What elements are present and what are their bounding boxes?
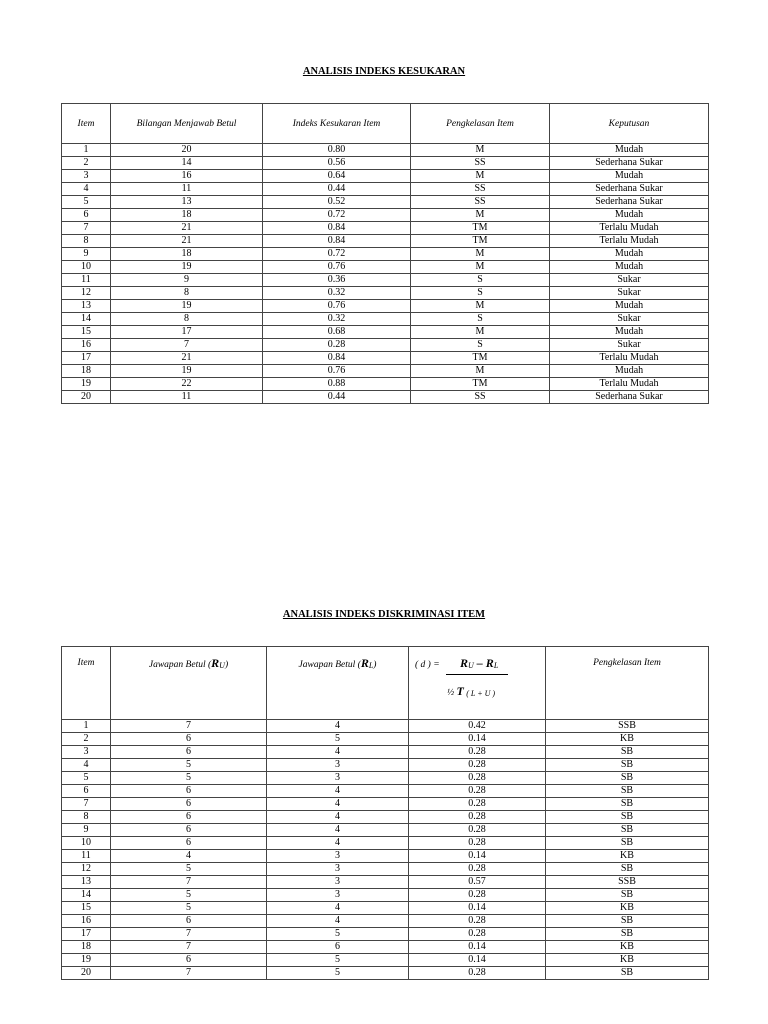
classification-cell: SB	[546, 759, 709, 772]
correct-lower-cell: 3	[267, 850, 409, 863]
classification-cell: KB	[546, 850, 709, 863]
table-row	[62, 248, 709, 261]
formula-r2: R	[485, 656, 494, 670]
formula-numerator-line	[415, 657, 545, 675]
table-row	[62, 785, 709, 798]
correct-lower-cell: 4	[267, 785, 409, 798]
decision-cell: Mudah	[550, 209, 709, 222]
table1-header-difficulty-index: Indeks Kesukaran Item	[263, 104, 411, 144]
classification-cell: SB	[546, 824, 709, 837]
discrimination-index-cell: 0.28	[409, 798, 546, 811]
ru-sub: U	[219, 661, 225, 670]
classification-cell: S	[411, 287, 550, 300]
table-row	[62, 837, 709, 850]
decision-cell: Mudah	[550, 144, 709, 157]
table2-body	[62, 720, 709, 980]
table-row	[62, 915, 709, 928]
item-number-cell: 12	[62, 863, 111, 876]
classification-cell: SB	[546, 746, 709, 759]
classification-cell: M	[411, 326, 550, 339]
correct-upper-cell: 5	[111, 889, 267, 902]
table-row	[62, 196, 709, 209]
item-number-cell: 16	[62, 915, 111, 928]
item-number-cell: 16	[62, 339, 111, 352]
decision-cell: Mudah	[550, 326, 709, 339]
correct-count-cell: 18	[111, 209, 263, 222]
classification-cell: TM	[411, 352, 550, 365]
correct-lower-cell: 5	[267, 733, 409, 746]
classification-cell: M	[411, 261, 550, 274]
classification-cell: TM	[411, 222, 550, 235]
table1-header-row	[62, 104, 709, 144]
correct-upper-cell: 5	[111, 759, 267, 772]
correct-upper-cell: 5	[111, 902, 267, 915]
difficulty-index-cell: 0.72	[263, 209, 411, 222]
decision-cell: Mudah	[550, 261, 709, 274]
discrimination-index-cell: 0.28	[409, 889, 546, 902]
classification-cell: M	[411, 144, 550, 157]
difficulty-index-cell: 0.64	[263, 170, 411, 183]
correct-count-cell: 20	[111, 144, 263, 157]
classification-cell: M	[411, 209, 550, 222]
classification-cell: SS	[411, 183, 550, 196]
classification-cell: SB	[546, 863, 709, 876]
discrimination-index-cell: 0.57	[409, 876, 546, 889]
correct-lower-cell: 4	[267, 811, 409, 824]
classification-cell: M	[411, 248, 550, 261]
formula-paren: ( L + U )	[466, 689, 496, 698]
difficulty-index-cell: 0.36	[263, 274, 411, 287]
classification-cell: M	[411, 170, 550, 183]
item-number-cell: 2	[62, 733, 111, 746]
correct-upper-cell: 6	[111, 785, 267, 798]
correct-lower-cell: 3	[267, 889, 409, 902]
discrimination-index-cell: 0.28	[409, 967, 546, 980]
difficulty-index-table	[61, 103, 709, 404]
classification-cell: SS	[411, 196, 550, 209]
correct-count-cell: 21	[111, 222, 263, 235]
difficulty-index-cell: 0.28	[263, 339, 411, 352]
formula-t: T	[456, 684, 464, 698]
item-number-cell: 9	[62, 824, 111, 837]
correct-lower-cell: 5	[267, 928, 409, 941]
item-number-cell: 19	[62, 954, 111, 967]
item-number-cell: 17	[62, 352, 111, 365]
formula-minus: –	[473, 656, 486, 670]
table2-header-correct-upper	[111, 647, 267, 720]
table-row	[62, 759, 709, 772]
item-number-cell: 20	[62, 391, 111, 404]
item-number-cell: 10	[62, 261, 111, 274]
correct-count-cell: 21	[111, 352, 263, 365]
correct-count-cell: 8	[111, 287, 263, 300]
discrimination-index-cell: 0.28	[409, 863, 546, 876]
difficulty-index-cell: 0.32	[263, 313, 411, 326]
correct-count-cell: 13	[111, 196, 263, 209]
classification-cell: KB	[546, 941, 709, 954]
classification-cell: SS	[411, 391, 550, 404]
correct-upper-cell: 7	[111, 928, 267, 941]
discrimination-index-cell: 0.28	[409, 824, 546, 837]
item-number-cell: 5	[62, 196, 111, 209]
classification-cell: KB	[546, 733, 709, 746]
correct-count-cell: 21	[111, 235, 263, 248]
table1-title: ANALISIS INDEKS KESUKARAN	[302, 66, 466, 77]
correct-upper-cell: 6	[111, 824, 267, 837]
correct-count-cell: 19	[111, 261, 263, 274]
discrimination-index-cell: 0.14	[409, 850, 546, 863]
decision-cell: Mudah	[550, 365, 709, 378]
formula-s1: U	[468, 661, 474, 670]
discrimination-index-cell: 0.28	[409, 915, 546, 928]
discrimination-index-cell: 0.28	[409, 772, 546, 785]
table-row	[62, 339, 709, 352]
table-row	[62, 274, 709, 287]
item-number-cell: 17	[62, 928, 111, 941]
difficulty-index-cell: 0.68	[263, 326, 411, 339]
decision-cell: Sukar	[550, 313, 709, 326]
correct-upper-cell: 4	[111, 850, 267, 863]
table-row	[62, 352, 709, 365]
item-number-cell: 7	[62, 798, 111, 811]
difficulty-index-cell: 0.84	[263, 235, 411, 248]
table1-header-decision: Keputusan	[550, 104, 709, 144]
correct-upper-cell: 6	[111, 837, 267, 850]
difficulty-index-cell: 0.52	[263, 196, 411, 209]
discrimination-index-cell: 0.28	[409, 837, 546, 850]
table2-title: ANALISIS INDEKS DISKRIMINASI ITEM	[282, 609, 486, 620]
item-number-cell: 11	[62, 850, 111, 863]
item-number-cell: 18	[62, 941, 111, 954]
discrimination-index-cell: 0.14	[409, 941, 546, 954]
correct-lower-cell: 4	[267, 798, 409, 811]
classification-cell: TM	[411, 378, 550, 391]
correct-count-cell: 9	[111, 274, 263, 287]
item-number-cell: 19	[62, 378, 111, 391]
difficulty-index-cell: 0.72	[263, 248, 411, 261]
rl-var: R	[360, 656, 369, 670]
classification-cell: S	[411, 339, 550, 352]
difficulty-index-cell: 0.84	[263, 352, 411, 365]
decision-cell: Sederhana Sukar	[550, 183, 709, 196]
table-row	[62, 811, 709, 824]
difficulty-index-cell: 0.76	[263, 365, 411, 378]
table2-header-row	[62, 647, 709, 720]
decision-cell: Sukar	[550, 274, 709, 287]
correct-upper-cell: 5	[111, 772, 267, 785]
item-number-cell: 3	[62, 170, 111, 183]
correct-count-cell: 16	[111, 170, 263, 183]
item-number-cell: 18	[62, 365, 111, 378]
table1-header-correct-count: Bilangan Menjawab Betul	[111, 104, 263, 144]
difficulty-index-cell: 0.44	[263, 391, 411, 404]
correct-upper-cell: 7	[111, 876, 267, 889]
discrimination-index-cell: 0.14	[409, 902, 546, 915]
table2-header-formula	[409, 647, 546, 720]
discrimination-index-cell: 0.14	[409, 954, 546, 967]
classification-cell: SB	[546, 811, 709, 824]
correct-count-cell: 19	[111, 300, 263, 313]
item-number-cell: 14	[62, 889, 111, 902]
correct-count-cell: 18	[111, 248, 263, 261]
formula-r1: R	[460, 656, 469, 670]
correct-lower-cell: 3	[267, 863, 409, 876]
discrimination-index-cell: 0.28	[409, 811, 546, 824]
table-row	[62, 235, 709, 248]
discrimination-index-cell: 0.28	[409, 746, 546, 759]
correct-lower-cell: 3	[267, 759, 409, 772]
correct-lower-cell: 4	[267, 746, 409, 759]
correct-lower-cell: 5	[267, 967, 409, 980]
decision-cell: Terlalu Mudah	[550, 378, 709, 391]
decision-cell: Mudah	[550, 248, 709, 261]
classification-cell: SB	[546, 967, 709, 980]
ru-var: R	[211, 656, 220, 670]
item-number-cell: 4	[62, 759, 111, 772]
decision-cell: Sederhana Sukar	[550, 157, 709, 170]
item-number-cell: 1	[62, 144, 111, 157]
item-number-cell: 13	[62, 876, 111, 889]
classification-cell: SS	[411, 157, 550, 170]
difficulty-index-cell: 0.88	[263, 378, 411, 391]
table2-header-item: Item	[62, 647, 111, 720]
table2-header-classification: Pengkelasan Item	[546, 647, 709, 720]
correct-lower-cell: 3	[267, 772, 409, 785]
decision-cell: Mudah	[550, 170, 709, 183]
table-row	[62, 287, 709, 300]
correct-upper-cell: 6	[111, 954, 267, 967]
classification-cell: SB	[546, 915, 709, 928]
table-row	[62, 863, 709, 876]
difficulty-index-cell: 0.84	[263, 222, 411, 235]
table-row	[62, 967, 709, 980]
correct-count-cell: 7	[111, 339, 263, 352]
difficulty-index-cell: 0.76	[263, 300, 411, 313]
difficulty-index-cell: 0.80	[263, 144, 411, 157]
correct-upper-cell: 6	[111, 798, 267, 811]
correct-lower-cell: 3	[267, 876, 409, 889]
table-row	[62, 170, 709, 183]
discrimination-index-cell: 0.28	[409, 928, 546, 941]
table-row	[62, 300, 709, 313]
correct-upper-cell: 7	[111, 720, 267, 733]
correct-upper-cell: 6	[111, 915, 267, 928]
formula-lhs: ( d ) =	[415, 660, 440, 670]
correct-count-cell: 17	[111, 326, 263, 339]
table-row	[62, 326, 709, 339]
correct-count-cell: 14	[111, 157, 263, 170]
item-number-cell: 9	[62, 248, 111, 261]
classification-cell: SB	[546, 837, 709, 850]
decision-cell: Terlalu Mudah	[550, 352, 709, 365]
ru-prefix: Jawapan Betul (	[148, 660, 212, 670]
item-number-cell: 6	[62, 785, 111, 798]
correct-count-cell: 8	[111, 313, 263, 326]
difficulty-index-cell: 0.44	[263, 183, 411, 196]
correct-count-cell: 19	[111, 365, 263, 378]
classification-cell: KB	[546, 954, 709, 967]
table-row	[62, 157, 709, 170]
table2-header-correct-lower	[267, 647, 409, 720]
item-number-cell: 10	[62, 837, 111, 850]
item-number-cell: 15	[62, 326, 111, 339]
correct-upper-cell: 7	[111, 941, 267, 954]
correct-lower-cell: 4	[267, 915, 409, 928]
classification-cell: M	[411, 365, 550, 378]
discrimination-index-table	[61, 646, 709, 980]
rl-suffix: )	[373, 660, 377, 670]
classification-cell: KB	[546, 902, 709, 915]
table-row	[62, 183, 709, 196]
table-row	[62, 850, 709, 863]
difficulty-index-cell: 0.76	[263, 261, 411, 274]
difficulty-index-cell: 0.56	[263, 157, 411, 170]
classification-cell: S	[411, 313, 550, 326]
item-number-cell: 7	[62, 222, 111, 235]
table-row	[62, 733, 709, 746]
classification-cell: SB	[546, 889, 709, 902]
formula-half: ½	[447, 688, 455, 698]
item-number-cell: 8	[62, 811, 111, 824]
table-row	[62, 954, 709, 967]
decision-cell: Sukar	[550, 339, 709, 352]
correct-upper-cell: 6	[111, 733, 267, 746]
item-number-cell: 8	[62, 235, 111, 248]
decision-cell: Sukar	[550, 287, 709, 300]
item-number-cell: 12	[62, 287, 111, 300]
table-row	[62, 222, 709, 235]
item-number-cell: 1	[62, 720, 111, 733]
ru-suffix: )	[224, 660, 229, 670]
item-number-cell: 20	[62, 967, 111, 980]
table-row	[62, 378, 709, 391]
table-row	[62, 391, 709, 404]
table-row	[62, 941, 709, 954]
item-number-cell: 3	[62, 746, 111, 759]
classification-cell: M	[411, 300, 550, 313]
rl-sub: L	[368, 661, 374, 670]
classification-cell: SSB	[546, 876, 709, 889]
formula-denominator	[415, 685, 545, 700]
correct-lower-cell: 4	[267, 824, 409, 837]
classification-cell: SB	[546, 772, 709, 785]
classification-cell: S	[411, 274, 550, 287]
table-row	[62, 261, 709, 274]
correct-upper-cell: 6	[111, 746, 267, 759]
correct-lower-cell: 4	[267, 720, 409, 733]
table1-header-classification: Pengkelasan Item	[411, 104, 550, 144]
discrimination-index-cell: 0.14	[409, 733, 546, 746]
correct-lower-cell: 4	[267, 902, 409, 915]
correct-count-cell: 22	[111, 378, 263, 391]
decision-cell: Mudah	[550, 300, 709, 313]
table-row	[62, 313, 709, 326]
table-row	[62, 798, 709, 811]
discrimination-index-cell: 0.28	[409, 759, 546, 772]
correct-count-cell: 11	[111, 391, 263, 404]
correct-lower-cell: 4	[267, 837, 409, 850]
item-number-cell: 13	[62, 300, 111, 313]
table1-header-item: Item	[62, 104, 111, 144]
correct-count-cell: 11	[111, 183, 263, 196]
table-row	[62, 720, 709, 733]
table-row	[62, 746, 709, 759]
item-number-cell: 14	[62, 313, 111, 326]
table-row	[62, 772, 709, 785]
discrimination-index-cell: 0.28	[409, 785, 546, 798]
item-number-cell: 11	[62, 274, 111, 287]
table-row	[62, 824, 709, 837]
correct-upper-cell: 6	[111, 811, 267, 824]
classification-cell: SB	[546, 928, 709, 941]
correct-lower-cell: 6	[267, 941, 409, 954]
table-row	[62, 876, 709, 889]
table-row	[62, 144, 709, 157]
classification-cell: SSB	[546, 720, 709, 733]
classification-cell: TM	[411, 235, 550, 248]
correct-upper-cell: 5	[111, 863, 267, 876]
classification-cell: SB	[546, 798, 709, 811]
decision-cell: Sederhana Sukar	[550, 391, 709, 404]
item-number-cell: 4	[62, 183, 111, 196]
table-row	[62, 928, 709, 941]
classification-cell: SB	[546, 785, 709, 798]
discrimination-index-cell: 0.42	[409, 720, 546, 733]
item-number-cell: 2	[62, 157, 111, 170]
decision-cell: Terlalu Mudah	[550, 222, 709, 235]
table-row	[62, 209, 709, 222]
decision-cell: Terlalu Mudah	[550, 235, 709, 248]
item-number-cell: 6	[62, 209, 111, 222]
formula-numerator	[446, 657, 508, 675]
table-row	[62, 889, 709, 902]
table-row	[62, 365, 709, 378]
decision-cell: Sederhana Sukar	[550, 196, 709, 209]
correct-upper-cell: 7	[111, 967, 267, 980]
difficulty-index-cell: 0.32	[263, 287, 411, 300]
table1-body	[62, 144, 709, 404]
rl-prefix: Jawapan Betul (	[298, 660, 361, 670]
item-number-cell: 15	[62, 902, 111, 915]
table-row	[62, 902, 709, 915]
correct-lower-cell: 5	[267, 954, 409, 967]
formula-s2: L	[493, 661, 499, 670]
item-number-cell: 5	[62, 772, 111, 785]
